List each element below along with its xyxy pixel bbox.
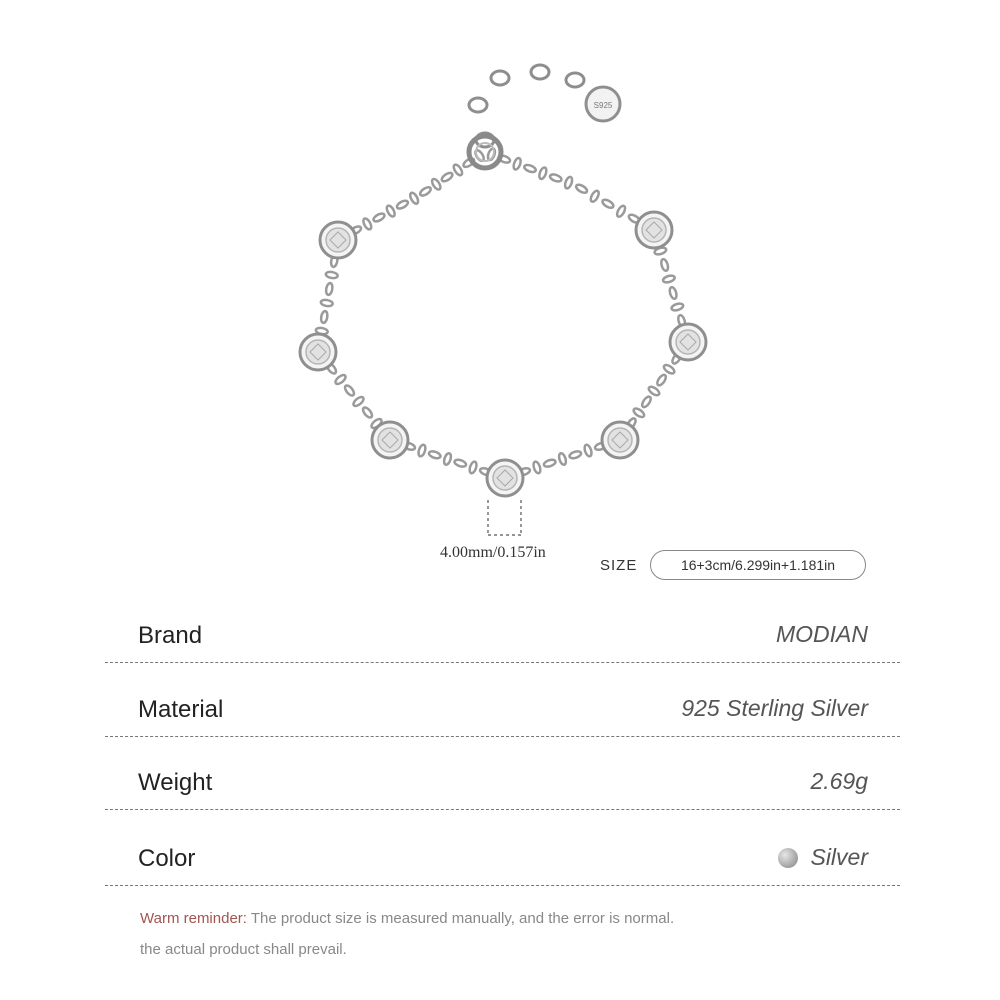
spec-row-weight bbox=[105, 739, 900, 810]
stone-size-label: 4.00mm/0.157in bbox=[440, 544, 546, 561]
chain-link bbox=[564, 176, 574, 189]
chain-link bbox=[671, 302, 684, 311]
tag-icon bbox=[586, 87, 620, 121]
extender-link bbox=[566, 73, 584, 87]
chain-link bbox=[512, 157, 522, 170]
chain-link bbox=[662, 274, 675, 283]
chain-link bbox=[468, 461, 477, 474]
chain-link bbox=[334, 373, 347, 385]
spec-label: Weight bbox=[138, 769, 213, 796]
chain-link bbox=[647, 385, 660, 397]
chain-link bbox=[372, 212, 385, 223]
spec-row-material bbox=[105, 666, 900, 737]
spec-value: 925 Sterling Silver bbox=[681, 695, 868, 721]
stone-icon bbox=[602, 422, 638, 458]
clasp-icon bbox=[469, 136, 501, 168]
chain-link bbox=[430, 178, 442, 191]
chain-link bbox=[325, 283, 333, 296]
chain-link bbox=[632, 407, 645, 419]
spec-label: Color bbox=[138, 845, 196, 872]
chain-link bbox=[601, 198, 614, 209]
chain-link bbox=[361, 406, 373, 419]
chain-link bbox=[428, 450, 441, 459]
reminder-line-1: The product size is measured manually, and the error is normal. bbox=[246, 910, 675, 927]
chain-link bbox=[543, 458, 556, 467]
chain-link bbox=[538, 167, 548, 180]
chain-link bbox=[362, 217, 373, 230]
stone-icon bbox=[320, 222, 356, 258]
chain-link bbox=[641, 395, 653, 408]
stone-icon bbox=[487, 460, 523, 496]
chain-link bbox=[320, 299, 333, 307]
extender-link bbox=[531, 65, 549, 79]
chain-link bbox=[669, 286, 678, 299]
chain-link bbox=[583, 444, 592, 457]
warm-reminder bbox=[140, 903, 674, 965]
size-value-badge bbox=[650, 550, 866, 580]
chain-link bbox=[352, 395, 365, 407]
spec-value: 2.69g bbox=[810, 768, 868, 794]
chain-link bbox=[385, 204, 396, 217]
chain-link bbox=[325, 271, 338, 279]
chain-link bbox=[440, 171, 453, 183]
chain-link bbox=[569, 450, 582, 459]
chain-link bbox=[558, 452, 567, 465]
chain-link bbox=[523, 164, 536, 174]
size-value: 16+3cm/6.299in+1.181in bbox=[680, 557, 836, 573]
reminder-line-2: the actual product shall prevail. bbox=[140, 941, 347, 958]
spec-label: Brand bbox=[138, 622, 203, 649]
chain-link bbox=[419, 186, 432, 198]
color-swatch-icon bbox=[778, 848, 798, 868]
chain-link bbox=[589, 190, 600, 203]
spec-value: Silver bbox=[810, 844, 868, 870]
chain-link bbox=[320, 311, 328, 324]
stone-icon bbox=[372, 422, 408, 458]
chain-link bbox=[452, 163, 464, 176]
chain-link bbox=[656, 373, 668, 386]
chain-link bbox=[396, 199, 409, 210]
stone-icon bbox=[300, 334, 336, 370]
dimension-guide bbox=[488, 500, 521, 535]
chain-link bbox=[343, 384, 355, 397]
extender-link bbox=[469, 98, 487, 112]
reminder-prefix: Warm reminder: bbox=[140, 910, 247, 927]
spec-value: MODIAN bbox=[776, 621, 868, 647]
chain-link bbox=[660, 258, 669, 271]
spec-label: Material bbox=[138, 696, 224, 723]
stone-icon bbox=[636, 212, 672, 248]
chain-link bbox=[417, 444, 426, 457]
chain-link bbox=[409, 192, 420, 205]
tag-text: S925 bbox=[593, 101, 613, 110]
spec-row-brand bbox=[105, 592, 900, 663]
chain-link bbox=[616, 205, 627, 218]
chain-link bbox=[454, 458, 467, 467]
chain-link bbox=[443, 452, 452, 465]
stone-icon bbox=[670, 324, 706, 360]
chain-link bbox=[575, 183, 588, 194]
extender-link bbox=[491, 71, 509, 85]
chain-link bbox=[532, 461, 541, 474]
chain-link bbox=[662, 363, 675, 375]
spec-row-color bbox=[105, 815, 900, 886]
size-label: SIZE bbox=[600, 557, 638, 574]
chain-link bbox=[549, 173, 562, 183]
